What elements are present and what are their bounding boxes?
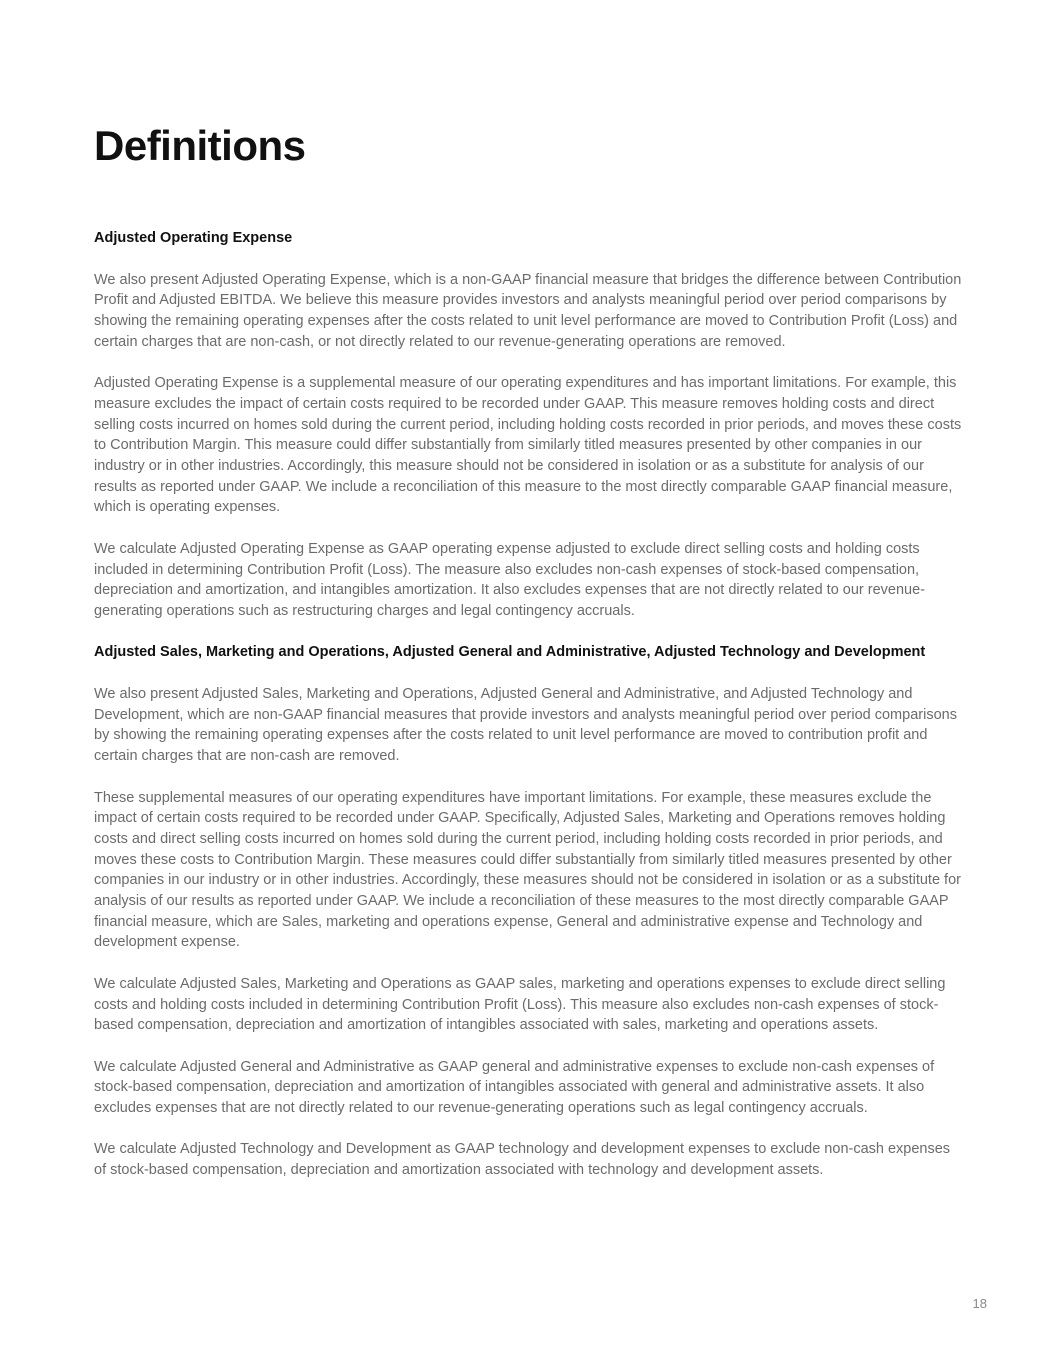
page-number: 18 — [972, 1296, 987, 1311]
paragraph: Adjusted Operating Expense is a supplemental measure of our operating expenditures and has important limitations. For example, this measure excludes the impact of certain costs required to be recorded under GAAP. This measure removes holding costs and direct selling costs incurred on homes sold during the current period, including holding costs recorded in prior periods, and moves these costs to Contribution Margin. This measure could differ substantially from similarly titled measures presented by other companies in our industry or in other industries. Accordingly, this measure should not be considered in isolation or as a substitute for analysis of our results as reported under GAAP. We include a reconciliation of this measure to the most directly comparable GAAP financial measure, which is operating expenses. — [94, 375, 962, 516]
section-heading: Adjusted Sales, Marketing and Operations, Adjusted General and Administrative, Adjusted Technology and Development — [94, 644, 926, 661]
paragraph: We calculate Adjusted Sales, Marketing and Operations as GAAP sales, marketing and operations expenses to exclude direct selling costs and holding costs included in determining Contribution Profit (Loss). This measure also excludes non-cash expenses of stock-based compensation, depreciation and amortization of intangibles associated with sales, marketing and operations assets. — [94, 975, 946, 1034]
page-title: Definitions — [94, 122, 306, 169]
paragraph: We calculate Adjusted General and Administrative as GAAP general and administrative expenses to exclude non-cash expenses of stock-based compensation, depreciation and amortization of intangibles associated with general and administrative assets. It also excludes expenses that are not directly related to our revenue-generating operations such as legal contingency accruals. — [94, 1058, 935, 1117]
section-adjusted-operating-expense — [94, 228, 966, 622]
section-adjusted-expense-categories — [94, 642, 966, 1181]
paragraph: We calculate Adjusted Technology and Development as GAAP technology and development expenses to exclude non-cash expenses of stock-based compensation, depreciation and amortization associated with technology and development assets. — [94, 1141, 951, 1179]
paragraph: We calculate Adjusted Operating Expense as GAAP operating expense adjusted to exclude direct selling costs and holding costs included in determining Contribution Profit (Loss). The measure also excludes non-cash expenses of stock-based compensation, depreciation and amortization, and intangibles amortization. It also excludes expenses that are not directly related to our revenue-generating operations such as restructuring charges and legal contingency accruals. — [94, 540, 926, 619]
document-body — [94, 228, 966, 1181]
paragraph: We also present Adjusted Sales, Marketing and Operations, Adjusted General and Administrative, and Adjusted Technology and Development, which are non-GAAP financial measures that provide investors and analysts meaningful period over period comparisons by showing the remaining operating expenses after the costs related to unit level performance are moved to contribution profit and certain charges that are non-cash are removed. — [94, 686, 957, 765]
paragraph: These supplemental measures of our operating expenditures have important limitations. For example, these measures exclude the impact of certain costs required to be recorded under GAAP. Specifically, Adjusted Sales, Marketing and Operations removes holding costs and direct selling costs incurred on homes sold during the current period, including holding costs recorded in prior periods, and moves these costs to Contribution Margin. These measures could differ substantially from similarly titled measures presented by other companies in our industry or in other industries. Accordingly, these measures should not be considered in isolation or as a substitute for analysis of our results as reported under GAAP. We include a reconciliation of these measures to the most directly comparable GAAP financial measure, which are Sales, marketing and operations expense, General and administrative expense and Technology and development expense. — [94, 789, 961, 951]
section-heading: Adjusted Operating Expense — [94, 230, 293, 246]
paragraph: We also present Adjusted Operating Expense, which is a non-GAAP financial measure that bridges the difference between Contribution Profit and Adjusted EBITDA. We believe this measure provides investors and analysts meaningful period over period comparisons by showing the remaining operating expenses after the costs related to unit level performance are moved to Contribution Profit (Loss) and certain charges that are non-cash, or not directly related to our revenue-generating operations are removed. — [94, 271, 962, 350]
document-page — [94, 118, 966, 1202]
